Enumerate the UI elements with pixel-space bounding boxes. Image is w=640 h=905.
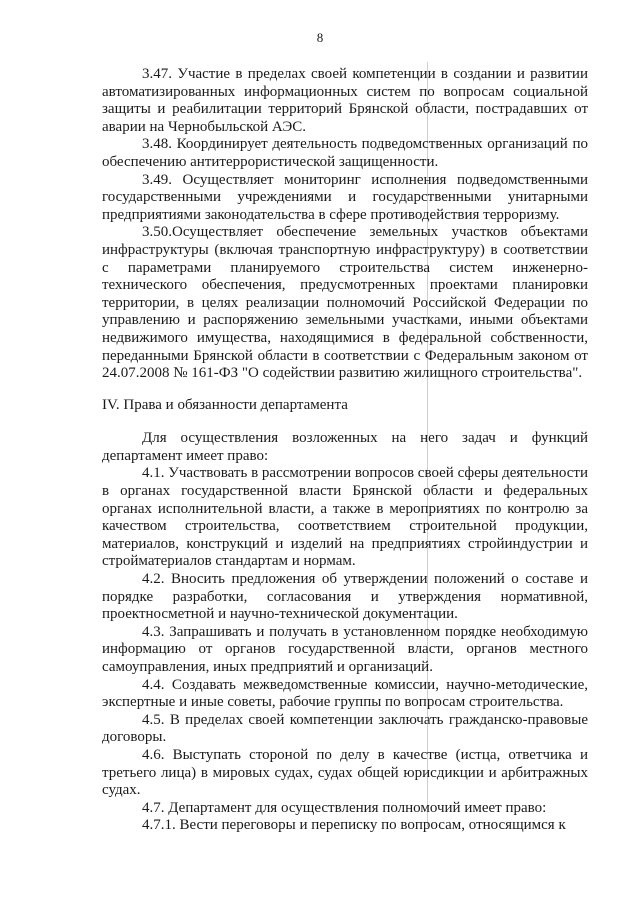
paragraph-3-48: 3.48. Координирует деятельность подведомственных организаций по обеспечению антитеррористической защищенности. (102, 136, 588, 170)
item-4-6: 4.6. Выступать стороной по делу в качестве (истца, ответчика и третьего лица) в мировых судах, судах общей юрисдикции и арбитражных судах. (102, 746, 588, 799)
item-4-7: 4.7. Департамент для осуществления полномочий имеет право: (142, 799, 547, 816)
item-4-2: 4.2. Вносить предложения об утверждении положений о составе и порядке разработки, согласования и утверждения нормативной, проектносметной и научно-технической документации. (102, 571, 588, 623)
item-4-5: 4.5. В пределах своей компетенции заключать гражданско-правовые договоры. (102, 711, 588, 746)
document-body (102, 66, 588, 835)
item-4-3: 4.3. Запрашивать и получать в установленном порядке необходимую информацию от органов государственной власти, органов местного самоуправления, иных предприятий и организаций. (102, 623, 588, 675)
page-number: 8 (316, 30, 324, 45)
item-4-7-1: 4.7.1. Вести переговоры и переписку по вопросам, относящимся к (142, 817, 566, 834)
paragraph-3-49: 3.49. Осуществляет мониторинг исполнения подведомственными государственными учреждениями и государственными унитарными предприятиями законодательства в сфере противодействия терроризму. (102, 171, 588, 223)
item-4-1: 4.1. Участвовать в рассмотрении вопросов своей сферы деятельности в органах государственной власти Брянской области и федеральных органах исполнительной власти, а также в мероприятиях по контролю за качеством строительства, соответствием строительной продукции, материалов, конструкций и изделий на предприятиях стройиндустрии и стройматериалов стандартам и нормам. (102, 465, 588, 570)
paragraph-3-50: 3.50.Осуществляет обеспечение земельных участков объектами инфраструктуры (включая транспортную инфраструктуру) в соответствии с параметрами планируемого строительства систем инженерно-технического обеспечения, предусмотренных проектами планировки территории, в целях реализации полномочий Российской Федерации по управлению и распоряжению земельными участками, иными объектами недвижимого имущества, находящимися в федеральной собственности, переданными Брянской области в соответствии с Федеральным законом от 24.07.2008 № 161-ФЗ "О содействии развитию жилищного строительства". (102, 224, 588, 382)
item-4-4: 4.4. Создавать межведомственные комиссии, научно-методические, экспертные и иные советы, рабочие группы по вопросам строительства. (102, 676, 588, 711)
section-title: IV. Права и обязанности департамента (102, 396, 348, 413)
section-intro: Для осуществления возложенных на него задач и функций департамент имеет право: (102, 430, 588, 464)
paragraph-3-47: 3.47. Участие в пределах своей компетенции в создании и развитии автоматизированных информационных систем по вопросам социальной защиты и реабилитации территорий Брянской области, пострадавших от аварии на Чернобыльской АЭС. (102, 66, 588, 135)
